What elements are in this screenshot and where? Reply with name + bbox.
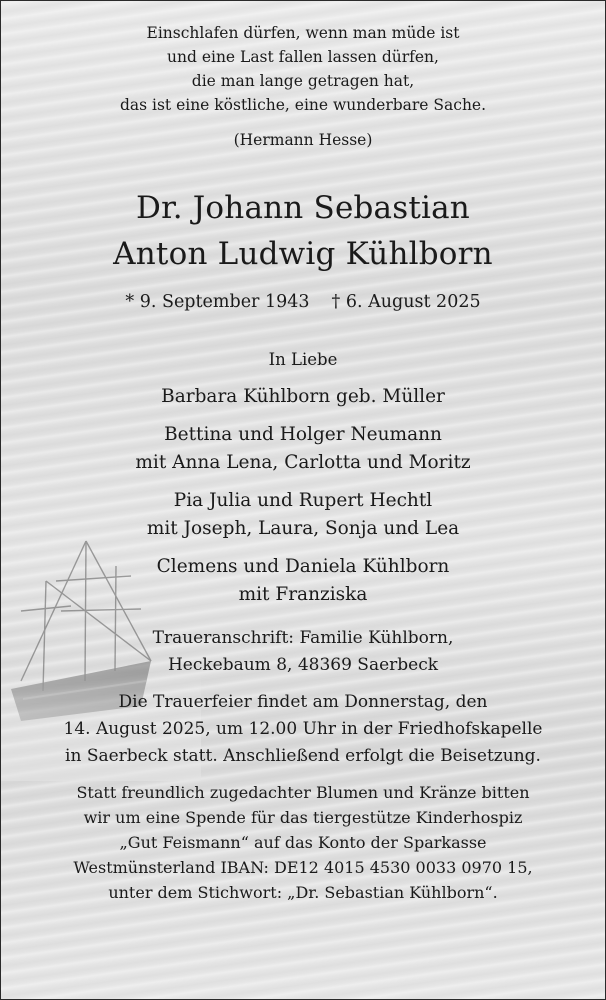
family-line: Clemens und Daniela Kühlborn [156, 556, 450, 577]
service-line: 14. August 2025, um 12.00 Uhr in der Friedhofskapelle [63, 719, 543, 739]
poem [1, 1, 605, 117]
family-line: Bettina und Holger Neumann [164, 424, 442, 445]
mourners-intro: In Liebe [268, 350, 338, 369]
poem-line: Einschlafen dürfen, wenn man müde ist [146, 24, 460, 42]
obituary-text [1, 1, 605, 905]
donation-line: unter dem Stichwort: „Dr. Sebastian Kühlborn“. [108, 883, 498, 902]
donation-line: Statt freundlich zugedachter Blumen und Kränze bitten [76, 783, 530, 802]
family-line: Pia Julia und Rupert Hechtl [173, 490, 433, 511]
poem-author: (Hermann Hesse) [233, 131, 373, 149]
donation-line: Westmünsterland IBAN: DE12 4015 4530 0033 0970 15, [73, 858, 533, 877]
poem-line: die man lange getragen hat, [191, 72, 415, 90]
poem-line: und eine Last fallen lassen dürfen, [167, 48, 439, 66]
family-line: mit Franziska [238, 584, 368, 605]
deceased-name [1, 185, 605, 277]
spouse: Barbara Kühlborn geb. Müller [161, 386, 445, 407]
family-group [1, 421, 605, 477]
death-date: † 6. August 2025 [331, 292, 481, 312]
poem-line: das ist eine köstliche, eine wunderbare Sache. [119, 96, 487, 114]
deceased-name-line1: Dr. Johann Sebastian [136, 190, 470, 226]
life-dates [1, 289, 605, 315]
family-group [1, 487, 605, 543]
family-line: mit Joseph, Laura, Sonja und Lea [146, 518, 460, 539]
service-line: in Saerbeck statt. Anschließend erfolgt die Beisetzung. [65, 746, 541, 766]
address-line: Traueranschrift: Familie Kühlborn, [152, 628, 454, 648]
address-line: Heckebaum 8, 48369 Saerbeck [167, 655, 439, 675]
deceased-name-line2: Anton Ludwig Kühlborn [113, 236, 493, 272]
funeral-service-info [1, 689, 605, 770]
family-line: mit Anna Lena, Carlotta und Moritz [135, 452, 471, 473]
family-group [1, 553, 605, 609]
mourning-address [1, 625, 605, 679]
donation-line: wir um eine Spende für das tiergestütze Kinderhospiz [83, 808, 523, 827]
donation-line: „Gut Feismann“ auf das Konto der Sparkasse [119, 833, 487, 852]
donation-request [1, 780, 605, 905]
birth-date: * 9. September 1943 [125, 292, 310, 312]
service-line: Die Trauerfeier findet am Donnerstag, den [118, 692, 488, 712]
